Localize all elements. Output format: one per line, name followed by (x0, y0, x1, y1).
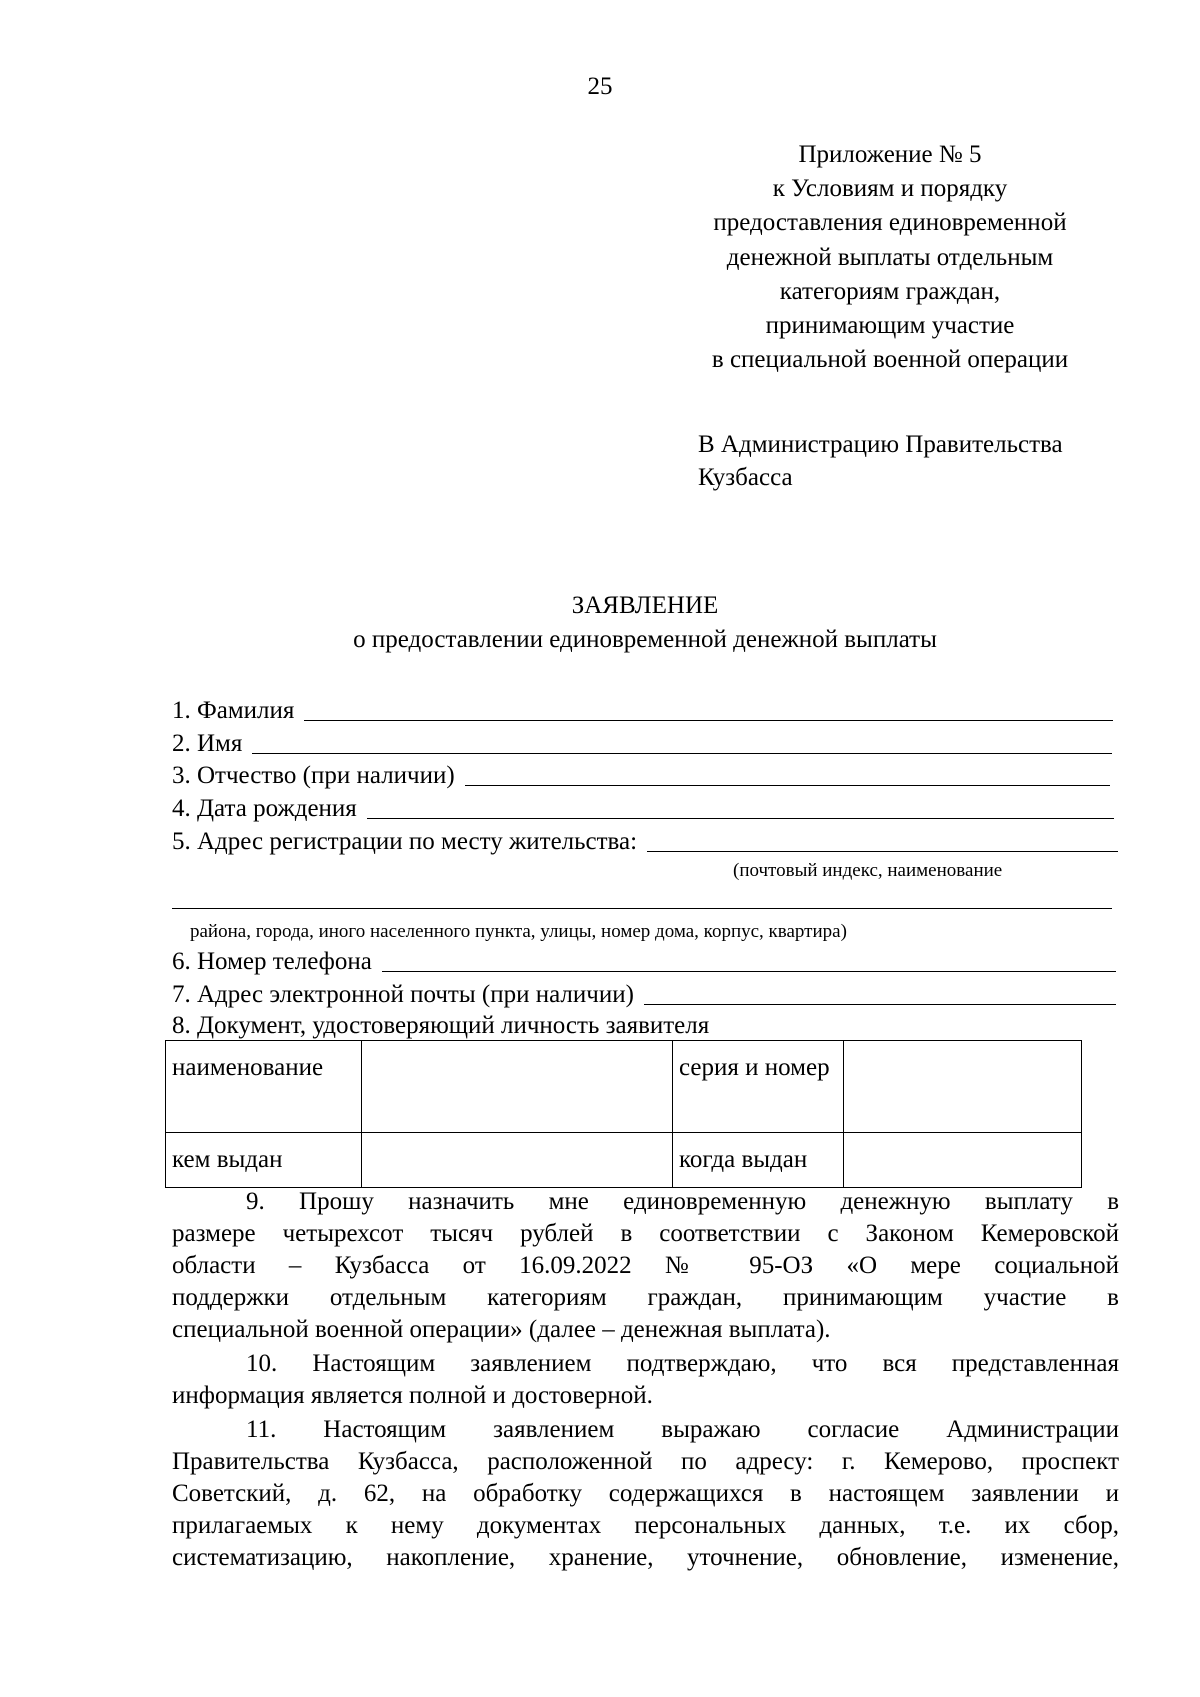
email-input-line[interactable] (644, 1003, 1116, 1005)
table-label-cell: кем выдан (166, 1133, 362, 1188)
patronymic-input-line[interactable] (465, 784, 1110, 786)
paragraph-line: области – Кузбасса от 16.09.2022 № 95-ОЗ «О мере социальной (172, 1252, 1119, 1279)
address-hint: (почтовый индекс, наименование (733, 860, 1003, 881)
issued-by-input[interactable] (362, 1133, 673, 1188)
email-field[interactable] (172, 978, 1116, 1010)
patronymic-label: 3. Отчество (при наличии) (172, 762, 455, 789)
paragraph-line: 9. Прошу назначить мне единовременную денежную выплату в (246, 1188, 1119, 1215)
paragraph-line: систематизацию, накопление, хранение, уточнение, обновление, изменение, (172, 1544, 1119, 1571)
name-label: 2. Имя (172, 730, 243, 757)
document-name-input[interactable] (362, 1041, 673, 1133)
address-label: 5. Адрес регистрации по месту жительства: (172, 828, 638, 855)
surname-input-line[interactable] (304, 719, 1113, 721)
birth-date-field[interactable] (172, 792, 1114, 824)
surname-field[interactable] (172, 694, 1113, 726)
appendix-line: принимающим участие (765, 312, 1015, 340)
paragraph-line: Правительства Кузбасса, расположенной по адресу: г. Кемерово, проспект (172, 1448, 1119, 1475)
table-row (166, 1133, 1082, 1188)
paragraph-line: поддержки отдельным категориям граждан, принимающим участие в (172, 1284, 1119, 1311)
appendix-line: к Условиям и порядку (772, 175, 1008, 203)
phone-label: 6. Номер телефона (172, 948, 372, 975)
address-input-line-2[interactable] (172, 907, 1112, 909)
appendix-line: в специальной военной операции (711, 346, 1069, 374)
appendix-line: предоставления единовременной (713, 209, 1067, 237)
paragraph-line: информация является полной и достоверной. (172, 1382, 653, 1409)
document-series-input[interactable] (844, 1041, 1082, 1133)
phone-field[interactable] (172, 945, 1116, 977)
address-field[interactable] (172, 825, 1118, 857)
table-label-cell: когда выдан (673, 1133, 844, 1188)
id-document-label: 8. Документ, удостоверяющий личность заявителя (172, 1012, 710, 1039)
document-subtitle: о предоставлении единовременной денежной выплаты (353, 626, 937, 653)
phone-input-line[interactable] (382, 970, 1116, 972)
addressee-line: Кузбасса (698, 464, 793, 491)
paragraph-9 (172, 1186, 1119, 1346)
appendix-line: Приложение № 5 (798, 141, 982, 168)
id-document-heading (172, 1009, 872, 1041)
appendix-header (660, 138, 1120, 377)
addressee-line: В Администрацию Правительства (698, 431, 1063, 458)
address-input-line[interactable] (647, 850, 1118, 852)
surname-label: 1. Фамилия (172, 697, 295, 724)
id-document-table (165, 1040, 1082, 1188)
name-input-line[interactable] (252, 752, 1112, 754)
birth-date-input-line[interactable] (367, 817, 1114, 819)
paragraph-10 (172, 1348, 1119, 1412)
patronymic-field[interactable] (172, 759, 1110, 791)
page-number: 25 (587, 73, 613, 100)
table-label-cell: наименование (166, 1041, 362, 1133)
paragraph-11 (172, 1414, 1119, 1574)
table-label-cell: серия и номер (673, 1041, 844, 1133)
appendix-line: категориям граждан, (779, 277, 1001, 305)
issued-date-input[interactable] (844, 1133, 1082, 1188)
paragraph-line: 10. Настоящим заявлением подтверждаю, что вся представленная (246, 1350, 1119, 1377)
paragraph-line: размере четырехсот тысяч рублей в соответствии с Законом Кемеровской (172, 1220, 1119, 1247)
table-row (166, 1041, 1082, 1133)
birth-date-label: 4. Дата рождения (172, 795, 357, 822)
paragraph-line: специальной военной операции» (далее – денежная выплата). (172, 1316, 831, 1343)
document-title: ЗАЯВЛЕНИЕ (571, 592, 719, 619)
name-field[interactable] (172, 727, 1112, 759)
addressee (698, 428, 1063, 494)
paragraph-line: Советский, д. 62, на обработку содержащихся в настоящем заявлении и (172, 1480, 1119, 1507)
paragraph-line: 11. Настоящим заявлением выражаю согласие Администрации (246, 1416, 1119, 1443)
paragraph-line: прилагаемых к нему документах персональных данных, т.е. их сбор, (172, 1512, 1119, 1539)
appendix-line: денежной выплаты отдельным (726, 243, 1054, 271)
address-hint: района, города, иного населенного пункта, улицы, номер дома, корпус, квартира) (190, 921, 847, 942)
email-label: 7. Адрес электронной почты (при наличии) (172, 981, 634, 1008)
